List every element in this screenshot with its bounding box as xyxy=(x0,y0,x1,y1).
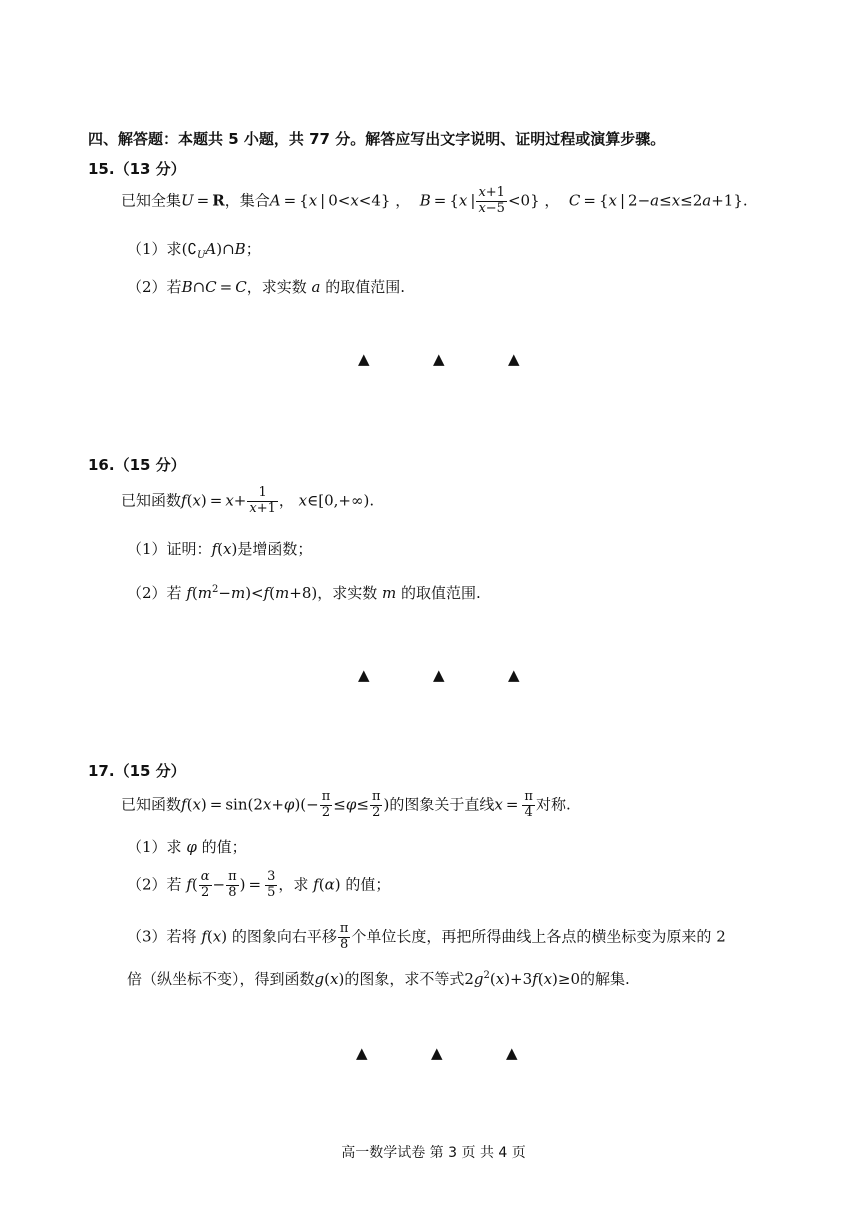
page-footer: 高一数学试卷 第 3 页 共 4 页 xyxy=(341,1145,526,1161)
q16-stem-prefix: 已知函数 xyxy=(121,491,182,510)
q15-header: 15.（13 分） xyxy=(88,160,186,178)
q16-part2-text-a: 若 xyxy=(166,584,182,602)
q17-part3-text-c: 个单位长度，再把所得曲线上各点的横坐标变为原来的 2 xyxy=(351,927,726,946)
q17-part3-line2: 倍（纵坐标不变），得到函数g(x)的图象，求不等式$2g^2(x)+3f(x)\ge 0$的解集. xyxy=(127,970,630,988)
triangle-marker: ▲ xyxy=(431,1044,443,1062)
triangle-marker: ▲ xyxy=(356,1044,368,1062)
q17-part1: （1）求 φ 的值； xyxy=(127,838,247,856)
q17-frac-pi2a: $\frac{\pi}{2}$ xyxy=(321,789,331,820)
triangle-marker: ▲ xyxy=(358,350,370,368)
q15-part1: （1）求$(∁_UA)\cap B$； xyxy=(127,240,261,261)
q17-part1-text-a: 求 xyxy=(166,838,182,856)
q17-frac-3-5: $\frac{3}{5}$ xyxy=(267,869,276,900)
q16-fraction: $\frac{1}{x+1}$ xyxy=(249,485,276,516)
q16-part1: （1）证明：f(x)是增函数； xyxy=(127,540,313,558)
triangle-marker: ▲ xyxy=(433,350,445,368)
q17-part2-text-b: ，求 xyxy=(278,875,309,894)
q17-frac-pi2b: $\frac{\pi}{2}$ xyxy=(371,789,381,820)
q16-part2-text-b: ，求实数 xyxy=(317,584,378,602)
q16-part2-label: （2） xyxy=(127,584,167,602)
q17-part1-text-b: 的值； xyxy=(201,838,247,856)
q15-part2: （2）若B∩C = C，求实数 a 的取值范围. xyxy=(127,278,406,296)
q17-stem-mid: 的图象关于直线 xyxy=(389,795,495,814)
q16-header: 16.（15 分） xyxy=(88,456,186,474)
q17-stem-prefix: 已知函数 xyxy=(121,795,182,814)
section-title: 四、解答题：本题共 5 小题，共 77 分。解答应写出文字说明、证明过程或演算步骤。 xyxy=(88,130,666,148)
q15-part2-text-c: 的取值范围. xyxy=(325,278,406,296)
q16-part1-label: （1） xyxy=(127,540,167,558)
q15-part1-text: 求 xyxy=(166,240,182,258)
q15-stem-prefix: 已知全集 xyxy=(121,191,182,210)
q17-header: 17.（15 分） xyxy=(88,762,186,780)
q17-part1-label: （1） xyxy=(127,838,167,856)
triangle-marker: ▲ xyxy=(508,666,520,684)
q17-part3-label: （3） xyxy=(127,927,167,946)
q15-part1-label: （1） xyxy=(127,240,167,258)
q17-part2-text-a: 若 xyxy=(166,875,182,894)
q17-part2-label: （2） xyxy=(127,875,167,894)
q16-part1-text-b: 是增函数； xyxy=(237,540,313,558)
q15-part2-text-a: 若 xyxy=(166,278,182,296)
q15-fraction: $\frac{x+1}{x-5}$ xyxy=(478,185,505,216)
triangle-marker: ▲ xyxy=(358,666,370,684)
q17-part3-line2-a: 倍（纵坐标不变），得到函数 xyxy=(127,970,315,988)
q17-stem-suffix: 对称. xyxy=(535,795,571,814)
q17-frac-alpha2: $\frac{\alpha}{2}$ xyxy=(200,869,210,900)
triangle-marker: ▲ xyxy=(506,1044,518,1062)
q15-markers xyxy=(358,350,583,368)
q17-part3-text-a: 若将 xyxy=(166,927,197,946)
q16-part2-text-c: 的取值范围. xyxy=(401,584,481,602)
q17-part3: （3）若将 f(x) 的图象向右平移 $\frac{\pi}{8}$ 个单位长度，再把所得曲线上各点的横坐标变为原来的 2 xyxy=(127,921,726,952)
q16-part2: （2）若 $f(m^2-m)<f(m+8)$，求实数 m 的取值范围. xyxy=(127,584,481,602)
q15-part2-text-b: ，求实数 xyxy=(246,278,307,296)
q16-markers xyxy=(358,666,583,684)
q17-frac-pi8: $\frac{\pi}{8}$ xyxy=(228,869,237,900)
q17-part3-line2-b: 的图象，求不等式 xyxy=(344,970,465,988)
q17-part3-line2-c: 的解集. xyxy=(580,970,630,988)
q17-stem: 已知函数f(x) = sin(2x+φ)(− $\frac{\pi}{2}$ ≤φ≤ $\frac{\pi}{2}$ )的图象关于直线x = $\frac{\pi}{4}$ 对称. xyxy=(121,789,571,820)
q17-part3-text-b: 的图象向右平移 xyxy=(231,927,337,946)
q17-frac-pi8b: $\frac{\pi}{8}$ xyxy=(339,921,349,952)
q16-stem: 已知函数f(x) = x+ $\frac{1}{x+1}$ ， x∈[0,+∞). xyxy=(121,485,375,516)
q17-frac-pi4: $\frac{\pi}{4}$ xyxy=(524,789,533,820)
q17-markers xyxy=(356,1044,581,1062)
q17-part2: （2）若 f( $\frac{\alpha}{2}$ − $\frac{\pi}{8}$ ) = $\frac{3}{5}$ ，求 f(α) 的值； xyxy=(127,869,391,900)
q17-part2-text-c: 的值； xyxy=(345,875,391,894)
q16-part1-text-a: 证明： xyxy=(166,540,212,558)
q15-stem-sets: 集合 xyxy=(239,191,270,210)
triangle-marker: ▲ xyxy=(433,666,445,684)
triangle-marker: ▲ xyxy=(508,350,520,368)
q15-stem: 已知全集U = R，集合A = {x | 0<x<4} ， B = {x | $\frac{x+1}{x-5}$ <0} ， C = {x | 2−a≤x≤2a+1}. xyxy=(121,185,748,216)
q15-part2-label: （2） xyxy=(127,278,167,296)
